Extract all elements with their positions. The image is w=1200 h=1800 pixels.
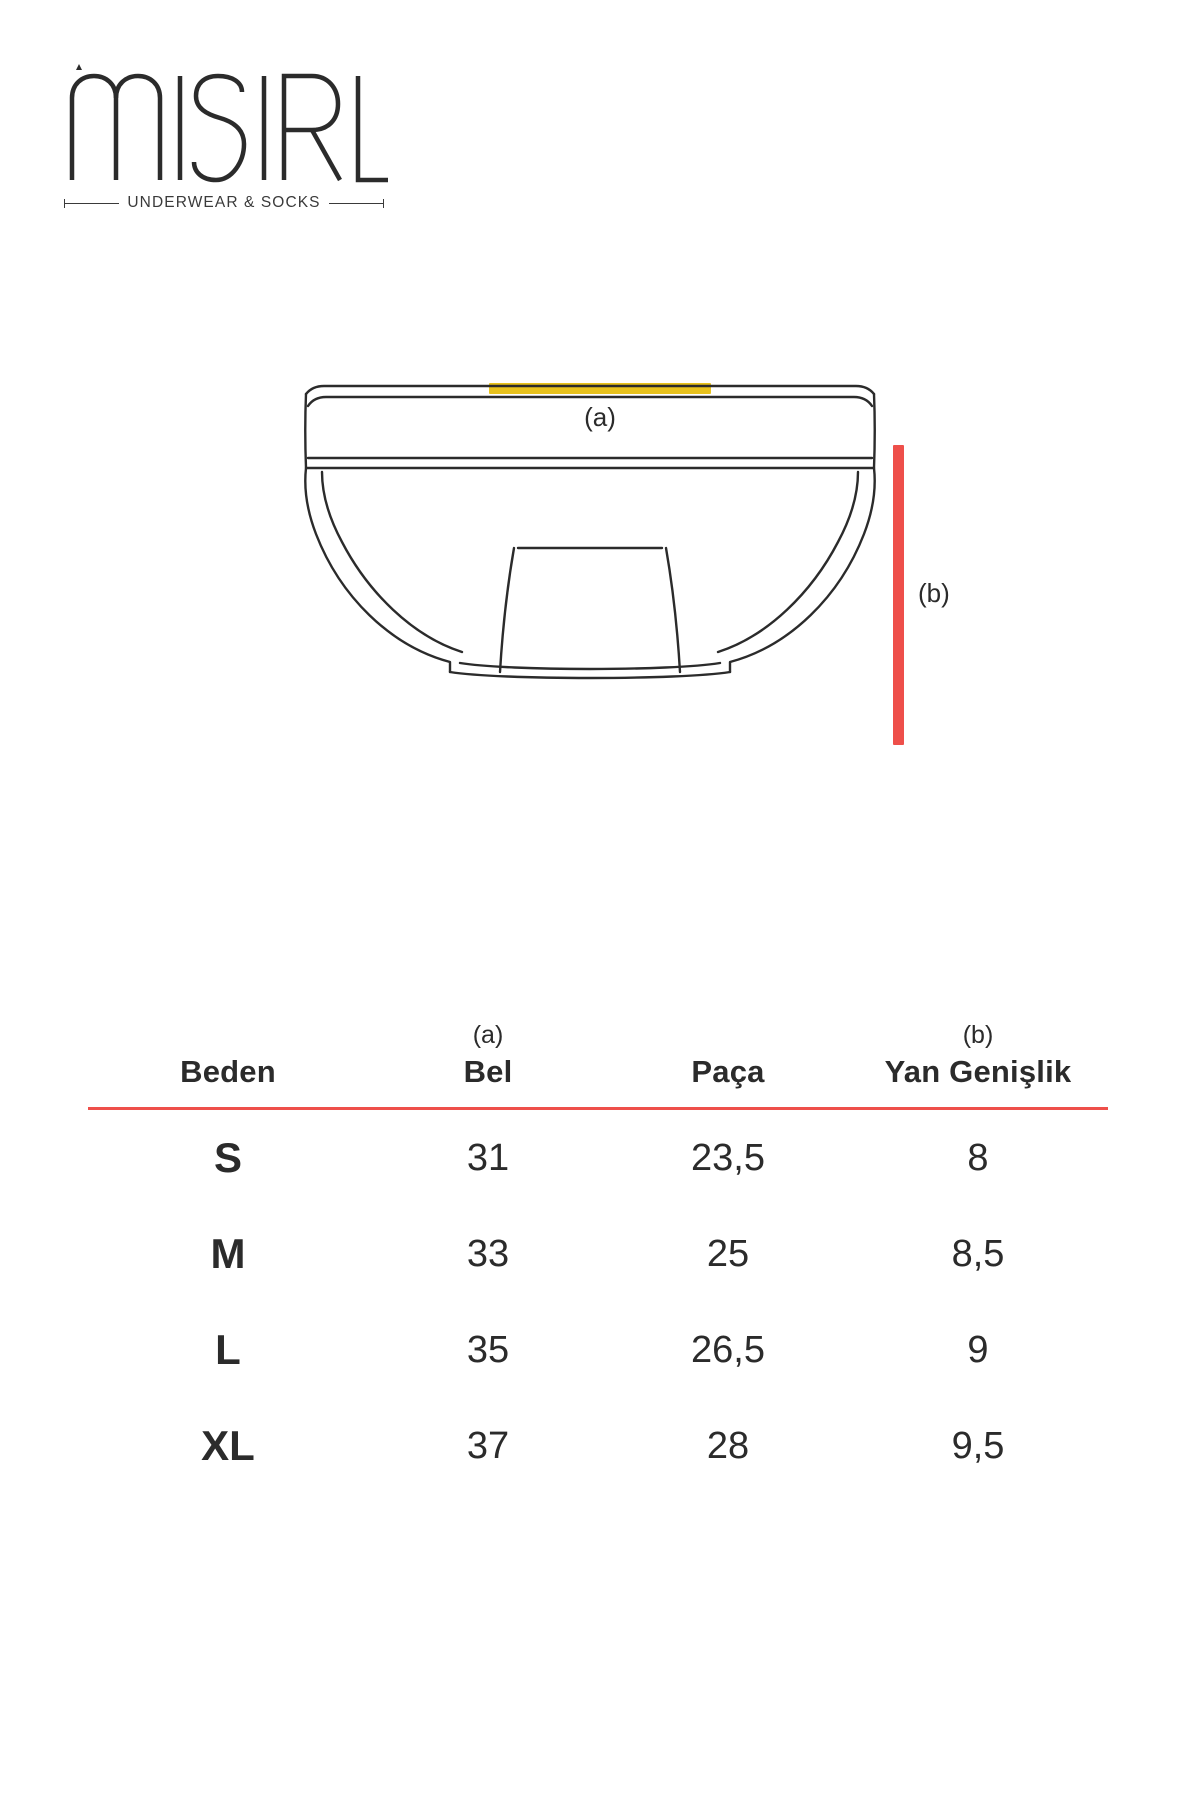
cell-bel: 37	[466, 1424, 510, 1467]
cell-paca: 26,5	[691, 1328, 765, 1371]
brief-illustration-icon	[300, 380, 880, 720]
header-bel: Bel	[463, 1054, 513, 1089]
cell-bel: 35	[466, 1328, 510, 1371]
table-row	[88, 1302, 1108, 1398]
brand-logo	[62, 62, 392, 227]
cell-size: L	[215, 1326, 241, 1373]
garment-diagram	[0, 340, 1200, 800]
cell-size: XL	[201, 1422, 255, 1469]
brand-tagline: UNDERWEAR & SOCKS	[127, 194, 321, 211]
side-width-measure-bar	[893, 445, 904, 745]
cell-yan: 8	[967, 1136, 989, 1179]
size-table	[88, 1010, 1108, 1494]
header-beden: Beden	[180, 1054, 276, 1089]
cell-yan: 8,5	[951, 1232, 1005, 1275]
table-row	[88, 1398, 1108, 1494]
marker-cell-2	[608, 1010, 848, 1050]
measure-a-label: (a)	[584, 402, 616, 432]
cell-yan: 9	[967, 1328, 989, 1371]
marker-cell-b: (b)	[962, 1021, 994, 1049]
tagline-rule-left	[64, 203, 119, 204]
header-yan-genislik: Yan Genişlik	[884, 1054, 1072, 1089]
measure-marker-row	[88, 1010, 1108, 1050]
cell-size: M	[210, 1230, 246, 1277]
cell-yan: 9,5	[951, 1424, 1005, 1467]
table-row	[88, 1206, 1108, 1302]
brand-wordmark-icon	[62, 62, 392, 187]
marker-cell-0	[88, 1010, 368, 1050]
header-paca: Paça	[691, 1054, 765, 1089]
table-row	[88, 1110, 1108, 1206]
measure-b-label: (b)	[918, 578, 950, 608]
cell-size: S	[213, 1134, 242, 1181]
cell-bel: 31	[466, 1136, 510, 1179]
brand-tagline-row	[64, 190, 384, 216]
cell-bel: 33	[466, 1232, 510, 1275]
cell-paca: 28	[706, 1424, 750, 1467]
table-header-row	[88, 1050, 1108, 1106]
cell-paca: 23,5	[691, 1136, 765, 1179]
marker-cell-a: (a)	[472, 1021, 504, 1049]
cell-paca: 25	[706, 1232, 750, 1275]
tagline-rule-right	[329, 203, 384, 204]
